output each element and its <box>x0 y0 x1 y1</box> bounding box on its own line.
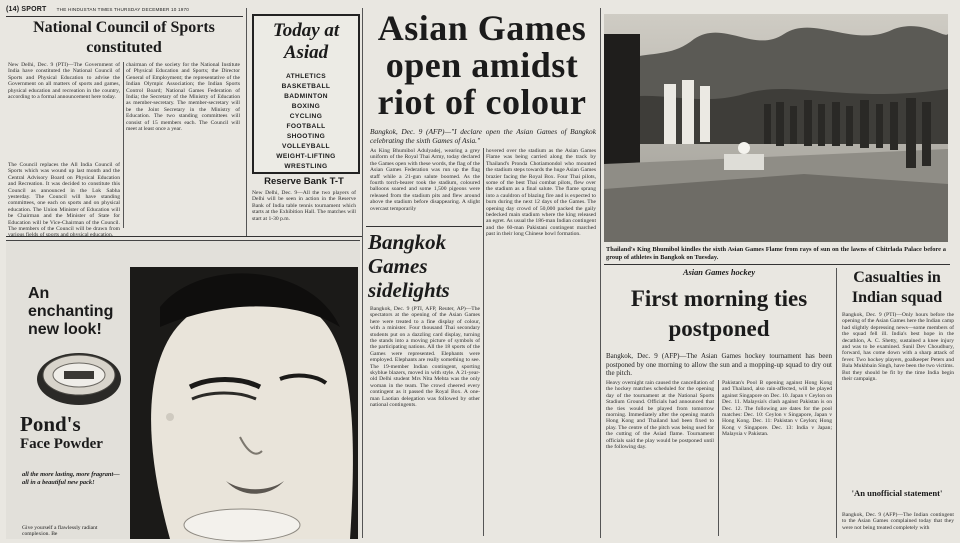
asiad-event: FOOTBALL <box>286 123 326 130</box>
section-rule <box>366 226 482 227</box>
reserve-bank-body: New Delhi, Dec. 9—All the two players of Delhi will be seen in action in the Reserve Bank of India table tennis tournament which starts at the Exhibition Hall. The matches will start at 1-30 p.m. <box>252 190 356 222</box>
ad-tagline-line: new look! <box>28 321 102 338</box>
casualties-subhead: 'An unofficial statement' <box>851 488 943 498</box>
hockey-body-right: Pakistan's Pool B opening against Hong Kong and Thailand, also rain-affected, will be played against Singapore on Dec. 10. Japan v Ceylon on Dec. 11. Malaysia's clash against Pakistan is on Dec. 12. The following are dates for the pool matches: Dec. 10: Ceylon v Singapore, Japan v Hong Kong. Dec. 11: Pakistan v Ceylon; Hong Kong v Singapore. Dec. 13: India v Japan; Malaysia v Pakistan. <box>722 380 832 438</box>
asiad-event: BOXING <box>291 103 321 110</box>
ad-footer-text: Give yourself a flawlessly radiant complexion. Be <box>22 525 98 538</box>
asiad-event-list <box>254 72 358 172</box>
page-masthead <box>6 6 386 13</box>
sidelights-headline: Bangkok Games sidelights <box>368 230 450 302</box>
asiad-event: ATHLETICS <box>285 73 327 80</box>
ad-brand <box>20 413 130 453</box>
ad-tagline-line: enchanting <box>28 303 114 320</box>
hockey-headline: First morning ties postponed <box>630 286 808 341</box>
main-body-right: hovered over the stadium as the Asian Games Flame was being carried along the track by Thailand's Pronda Chotiamondol who mounted the stadium steps towards the huge Asian Games brazier facing the Royal Box. Four Thai pilots, some of the best Thai combat pilots, flew over the stadium as a final salute. The flame sprang into a cauldron of blazing fire and is expected to burn during the next 12 days of the Games. The opening day crowd of 50,000 packed the gaily bedecked main stadium where the king released an egret. As usual the 186-man Indian contingent and the 60-man Pakistani contingent marched past in their long Chinese bowl formation. <box>486 148 596 238</box>
page-section-label: (14) SPORT <box>6 6 47 13</box>
flame-ceremony-photo <box>604 14 948 242</box>
ad-tagline-line: An <box>28 285 50 302</box>
asiad-event: CYCLING <box>289 113 323 120</box>
ad-portrait <box>130 267 358 539</box>
column-rule <box>246 8 247 236</box>
column-rule <box>718 380 719 536</box>
asiad-event: SHOOTING <box>286 133 326 140</box>
council-headline: National Council of Sports constituted <box>33 19 215 56</box>
asiad-box-title: Today at Asiad <box>272 20 340 63</box>
ponds-advertisement <box>6 240 360 539</box>
casualties-headline: Casualties in Indian squad <box>851 269 943 306</box>
flame-ceremony-photo-image <box>604 14 948 242</box>
section-rule <box>604 264 950 265</box>
hockey-body-left: Heavy overnight rain caused the cancellation of the hockey matches scheduled for the opening day of the tournament at the National Sports Stadium Ground. Officials had announced that the ties would be played from tomorrow morning. Immediately after the opening match Hong Kong and Thailand had been fixed to play. The centre of the pitch was being used for the cutting of the Asiad flame. Tournament officials said the play would be postponed until the following day. <box>606 380 714 451</box>
column-rule <box>483 148 484 536</box>
ad-compact-illustration <box>32 345 126 409</box>
asiad-event: VOLLEYBALL <box>282 143 330 150</box>
ad-tagline <box>28 285 128 339</box>
main-body-left: As King Bhumibol Adulyadej, wearing a grey uniform of the Royal Thai Army, today declared the Games open with these words, the flag of the Asian Games Federation was run up the flag staff while a 21-gun salute boomed. As the fourth torch-bearer took the stadium, coloured balloons soared and some 1,500 pigeons were released from the stadium pits and flew around above the stadium before disappearing. A slight overcast temporarily <box>370 148 480 212</box>
ad-product-name: Face Powder <box>20 436 103 452</box>
ad-claim: all the more lasting, more fragrant—all in a beautiful new pack! <box>22 471 120 486</box>
sidelights-body: Bangkok, Dec. 9 (PTI, AFP, Reuter, AP)—The spectators at the opening of the Asian Games here were treated to a fine display of colour, with a minister. Four thousand Thai secondary students put on a dazzling card display, turning the stands into a moving picture of symbols of the participating nations. All the 18 sports of the Games were represented. Elephants were employed. Elephants are really something to see. The 19-member Indian contingent, sporting skyblue blazers, moved in with style. A 21-year-old Delhi student Mrs Nita Mehta was the only woman in the team. The crowd cheered every contingent as it passed the Royal Box. A one-man Laotian delegation was followed by other national contingents. <box>370 306 480 409</box>
council-body-left: The Council replaces the All India Council of Sports which was wound up last month and the Central Advisory Board on Physical Education and Recreation. It was decided to constitute this Council as announced in the Lok Sabha yesterday. The Council will have standing committees, one each on sports and on physical education. The Union Minister of Education will be Chairman and the Minister of State for Education will be Vice-Chairman of the Council. The members of the Council will be drawn from <box>8 162 120 233</box>
ad-portrait-image <box>130 267 358 539</box>
paper-dateline: THE HINDUSTAN TIMES THURSDAY DECEMBER 10 1970 <box>56 7 190 12</box>
asiad-event: WRESTLING <box>284 163 328 170</box>
main-lede: Bangkok, Dec. 9 (AFP)—"I declare open the Asian Games of Bangkok celebrating the sixth Games of Asia." <box>370 127 596 145</box>
masthead-rule <box>6 16 243 17</box>
council-body-right: chairman of the society for the National Institute of Physical Education and Sports; the Director General of Employment; the representative of the Indian Olympic Association; the Indian Sports Control Board; National Games Federation of India; the Secretary of the Ministry of Education as member-secretary. The member-secretary will be the Joint Secretary in the Ministry of Education. The two standing committees will consist of 15 members each. The Council will meet at least once a year. <box>126 62 240 133</box>
hockey-lede: Bangkok, Dec. 9 (AFP)—The Asian Games hockey tournament has been postponed by one morning to allow the sun and a mopping-up squad to dry out the pitch. <box>606 352 832 378</box>
main-headline: Asian Games open amidst riot of colour <box>377 8 587 122</box>
hockey-kicker: Asian Games hockey <box>682 268 756 277</box>
asiad-event: WEIGHT-LIFTING <box>276 153 336 160</box>
column-rule <box>362 8 363 538</box>
asiad-event: BADMINTON <box>284 93 328 100</box>
column-rule <box>600 8 601 538</box>
reserve-bank-headline: Reserve Bank T-T <box>264 176 344 187</box>
ad-brand-name: Pond's <box>20 412 81 436</box>
asiad-event: BASKETBALL <box>281 83 331 90</box>
today-at-asiad-box <box>252 14 360 174</box>
casualties-body: Bangkok, Dec. 9 (PTI)—Only hours before the opening of the Asian Games here the Indian camp had slightly depressing news—some members of the squad fell ill. India's best hope in the decathlon, A. C. Shetty, sustained a knee injury and was to be examined. Sunil Dev Choudhury, forward, has come down with a sharp attack of fever. Two hockey players, goalkeeper Peters and Bala Mukhbain Singh, have been the two victims. But they should be fit by the time India begin their campaign. <box>842 312 954 383</box>
section-rule <box>6 236 362 237</box>
column-rule <box>836 268 837 538</box>
casualties-body-2: Bangkok, Dec. 9 (AFP)—The Indian contingent to the Asian Games complained today that they were not being treated completely with <box>842 512 954 531</box>
photo-caption: Thailand's King Bhumibol kindles the sixth Asian Games Flame from rays of sun on the lawns of Chitrlada Palace before a group of athletes in Bangkok on Tuesday. <box>606 246 946 261</box>
column-rule <box>123 62 124 228</box>
council-lede: New Delhi, Dec. 9 (PTI)—The Government of India have constituted the National Council of Sports and Physical Education to advise the Government on all matters of sports and games, physical education and recreation in the country, according to a formal announcement here today. <box>8 62 120 101</box>
